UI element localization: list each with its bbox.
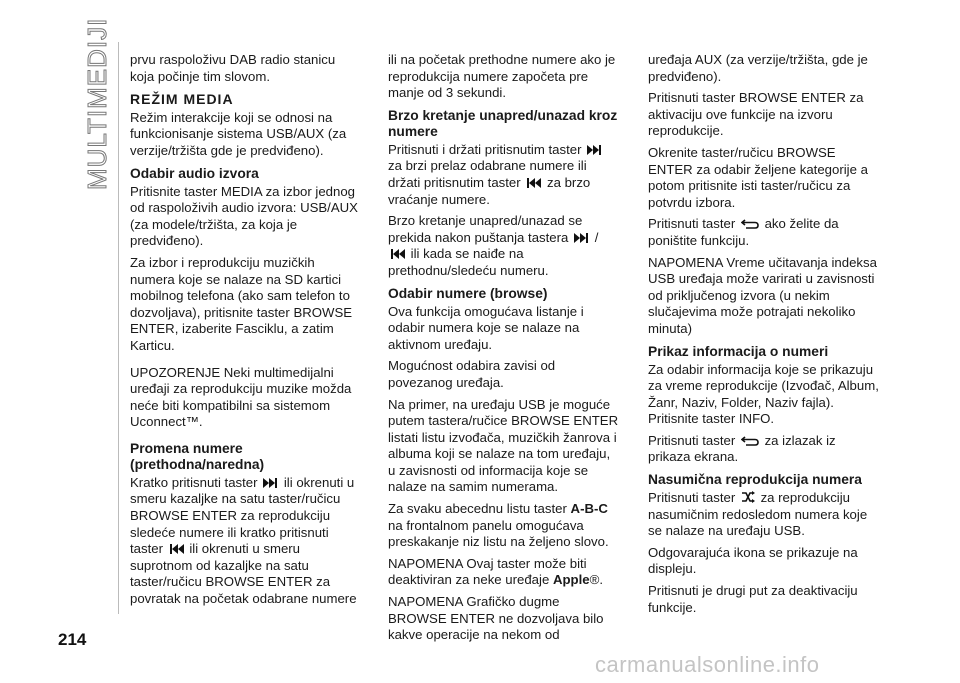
text: Pritisnuti taster — [648, 490, 736, 506]
heading-media-mode: REŽIM MEDIA — [130, 91, 234, 108]
paragraph-exit — [648, 433, 880, 466]
paragraph: Okrenite taster/ručicu BROWSE ENTER za odabir željene kategorije a potom pritisnite isti taster/ručicu za potvrdu izbora. — [648, 144, 868, 210]
page-number: 214 — [58, 630, 87, 649]
text: za brzi prelaz odabrane numere ili držati pritisnutim taster — [388, 158, 587, 190]
text: NAPOMENA Ovaj taster može biti deaktiviran za neke uređaje — [388, 555, 587, 588]
paragraph: Odgovarajuća ikona se prikazuje na displeju. — [648, 544, 858, 577]
paragraph: Za izbor i reprodukciju muzičkih numera koje se nalaze na SD kartici mobilnog telefona (ako sam telefon to dozvoljava), pritisnite taster BROWSE ENTER, izaberite Fasciklu, a zatim Karticu. — [130, 254, 353, 353]
text: ili okrenuti u smeru suprotnom od kazaljke na satu taster/ručicu BROWSE ENTER za povratak na početak odabrane numere — [130, 541, 357, 607]
paragraph: Pritisnuti je drugi put za deaktivaciju funkcije. — [648, 583, 858, 615]
next-track-icon — [263, 478, 278, 488]
text: ili okrenuti u smeru kazaljke na satu taster/ručicu BROWSE ENTER za reprodukciju sledeće numere ili kratko pritisnuti taster — [130, 474, 355, 557]
paragraph: ili na početak prethodne numere ako je reprodukcija numere započeta pre manje od 3 sekundi. — [388, 52, 616, 101]
back-arrow-icon — [741, 219, 759, 229]
paragraph: Režim interakcije koji se odnosi na funkcionisanje sistema USB/AUX (za verzije/tržišta gde je predviđeno). — [130, 109, 347, 158]
note-usb-index: NAPOMENA Vreme učitavanja indeksa USB uređaja može varirati u zavisnosti od priključenog izvora (u nekim slučajevima može potrajati nekoliko minuta) — [648, 254, 877, 336]
paragraph: Mogućnost odabira zavisi od povezanog uređaja. — [388, 358, 556, 390]
text: ili kada se naiđe na prethodnu/sledeću numeru. — [388, 246, 549, 278]
column-1 — [130, 52, 362, 613]
paragraph: prvu raspoloživu DAB radio stanicu koja počinje tim slovom. — [130, 52, 336, 84]
text: Brzo kretanje unapred/unazad se prekida nakon puštanja tastera — [388, 213, 583, 245]
abc-button-label: A-B-C — [570, 501, 608, 517]
margin-divider — [118, 42, 119, 614]
note-browse: NAPOMENA Grafičko dugme BROWSE ENTER ne dozvoljava bilo kakve operacije na nekom od — [388, 594, 604, 643]
next-track-icon — [574, 233, 589, 243]
paragraph-back — [648, 216, 880, 249]
text: ®. — [589, 572, 603, 588]
text: Pritisnuti taster — [648, 432, 736, 448]
separator: / — [594, 229, 599, 245]
heading-browse: Odabir numere (browse) — [388, 285, 548, 301]
paragraph: Ova funkcija omogućava listanje i odabir numera koje se nalaze na aktivnom uređaju. — [388, 303, 584, 352]
back-arrow-icon — [741, 436, 759, 446]
apple-label: Apple — [552, 572, 590, 588]
paragraph: Za odabir informacija koje se prikazuju za vreme reprodukcije (Izvođač, Album, Žanr, Naziv, Folder, Naziv fajla). Pritisnite taster INFO. — [648, 361, 879, 427]
note-apple — [388, 556, 620, 589]
previous-track-icon — [169, 544, 184, 554]
paragraph-shuffle — [648, 490, 880, 540]
heading-track-change: Promena numere (prethodna/naredna) — [130, 440, 265, 472]
previous-track-icon — [390, 249, 405, 259]
text: Za svaku abecednu listu taster — [388, 501, 567, 517]
watermark: carmanualsonline.info — [595, 652, 820, 677]
text: na frontalnom panelu omogućava preskakanje niz listu na željeno slovo. — [388, 517, 609, 550]
paragraph: uređaja AUX (za verzije/tržišta, gde je predviđeno). — [648, 52, 868, 84]
paragraph-fast-forward-stop — [388, 213, 620, 279]
heading-fast-forward: Brzo kretanje unapred/unazad kroz numere — [388, 107, 618, 139]
previous-track-icon — [526, 178, 541, 188]
column-3 — [648, 52, 880, 621]
column-2 — [388, 52, 620, 649]
text: Pritisnuti taster — [648, 216, 736, 232]
heading-shuffle: Nasumična reprodukcija numera — [648, 472, 862, 488]
text: Pritisnuti i držati pritisnutim taster — [388, 141, 582, 157]
section-title-vertical: MULTIMEDIJI — [82, 17, 112, 190]
next-track-icon — [587, 145, 602, 155]
shuffle-icon — [741, 491, 755, 503]
text: za izlazak iz prikaza ekrana. — [648, 432, 836, 465]
text: Kratko pritisnuti taster — [130, 474, 258, 490]
warning-paragraph: UPOZORENJE Neki multimedijalni uređaji za reprodukciju muzike možda neće biti kompatibilni sa sistemom Uconnect™. — [130, 364, 352, 430]
heading-audio-source: Odabir audio izvora — [130, 165, 259, 181]
paragraph: Pritisnuti taster BROWSE ENTER za aktivaciju ove funkcije na izvoru reprodukcije. — [648, 90, 864, 139]
heading-track-info: Prikaz informacija o numeri — [648, 343, 829, 359]
paragraph: Na primer, na uređaju USB je moguće putem tastera/ručice BROWSE ENTER listati listu izvođača, muzičkih žanrova i albuma koji se nalaze na tom uređaju, u zavisnosti od informacija koje se nalaze na samim numerama. — [388, 396, 619, 495]
text: za brzo vraćanje numere. — [388, 174, 591, 207]
paragraph: Pritisnite taster MEDIA za izbor jednog od raspoloživih audio izvora: USB/AUX (za modele/tržišta, za koja je predviđeno). — [130, 183, 358, 249]
text: za reprodukciju nasumičnim redosledom numera koje se nalaze na uređaju USB. — [648, 490, 868, 539]
paragraph-abc — [388, 501, 620, 551]
paragraph-fast-forward — [388, 142, 620, 208]
paragraph-track-change — [130, 475, 362, 608]
text: ako želite da poništite funkciju. — [648, 216, 839, 248]
